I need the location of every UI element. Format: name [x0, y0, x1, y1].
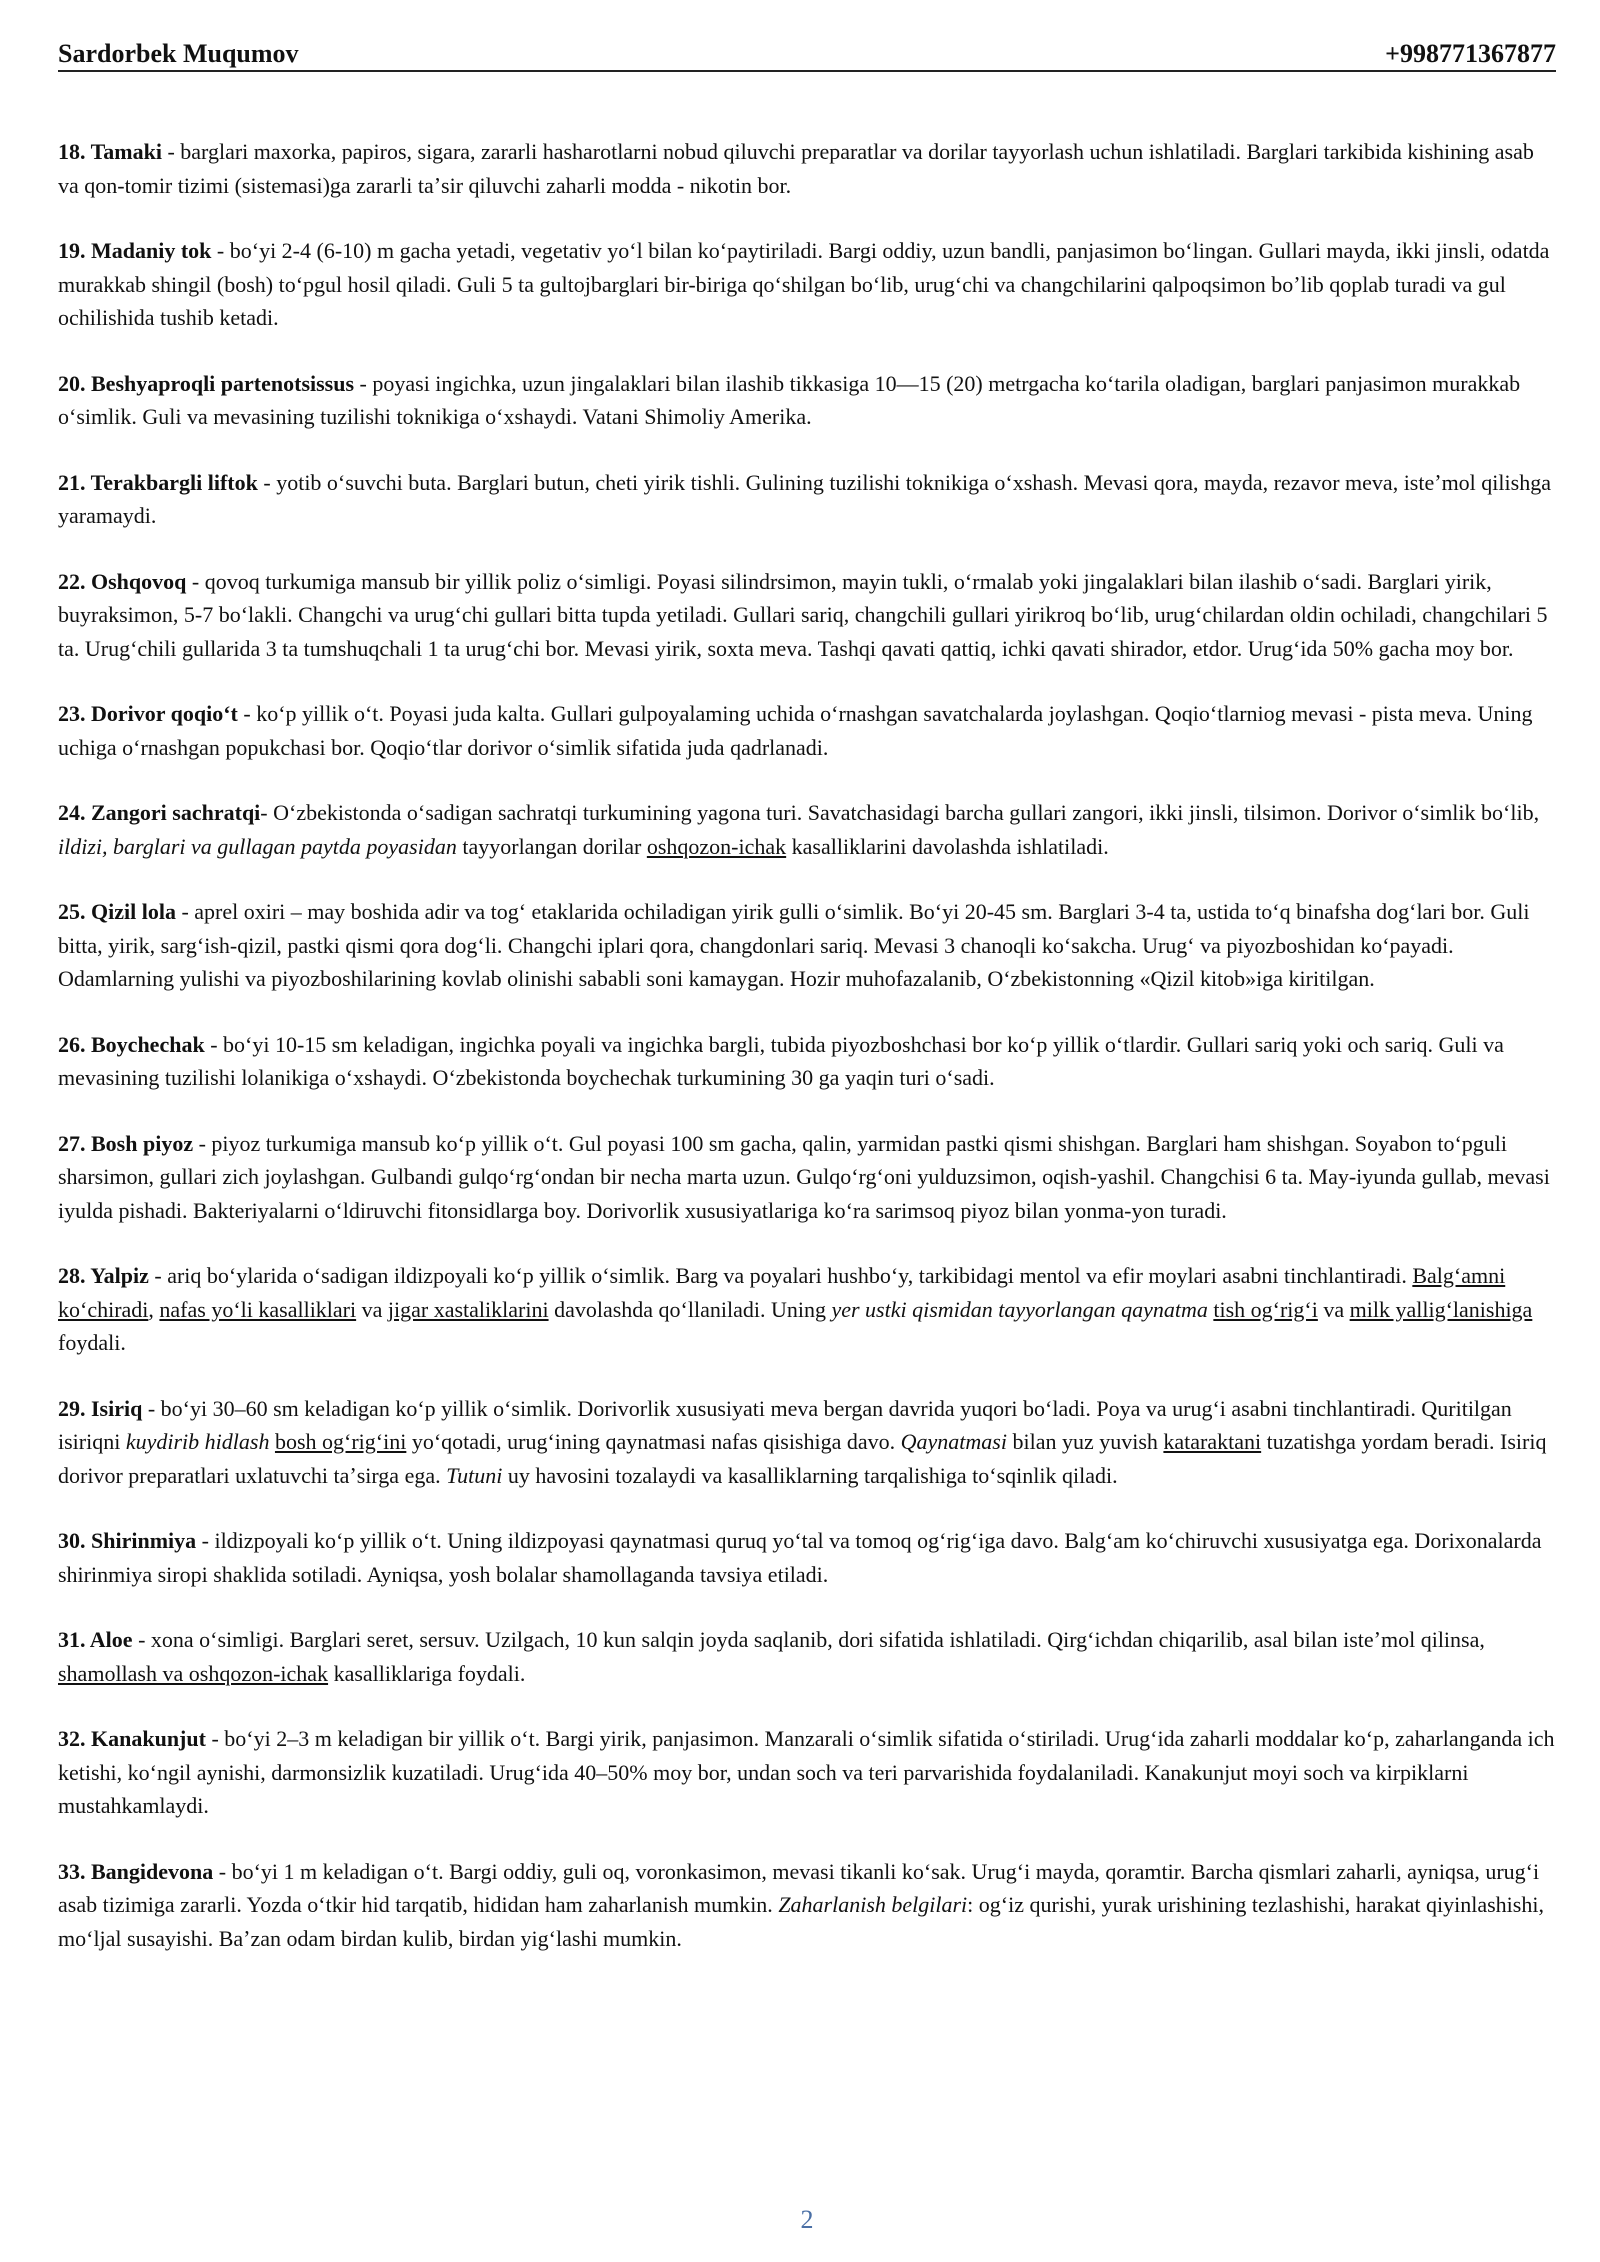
entry-heading	[58, 1263, 149, 1288]
entry-heading	[58, 701, 238, 726]
entry-number: 20.	[58, 370, 86, 396]
description-text: - xona oʻsimligi. Barglari seret, sersuv. Uzilgach, 10 kun salqin joyda saqlanib, dori sifatida ishlatiladi. Qirgʻichdan chiqarilib, asal bilan isteʼmol qilinsa,	[132, 1627, 1485, 1652]
underlined-text: Balgʻamni koʻchiradi	[58, 1263, 1506, 1322]
entry-number: 32.	[58, 1726, 86, 1751]
entry-number: 33.	[58, 1858, 86, 1884]
plant-name: Oshqovoq	[91, 568, 187, 594]
underlined-text: bosh ogʻrigʻini	[274, 1429, 407, 1454]
plant-name: Kanakunjut	[91, 1726, 206, 1751]
description-text: foydali.	[58, 1330, 126, 1355]
entry-heading	[58, 139, 162, 164]
description-text: - Oʻzbekistonda oʻsadigan sachratqi turkumining yagona turi. Savatchasidagi barcha gullari zangori, ikki jinsli, tilsimon. Dorivor oʻsimlik boʻlib,	[260, 800, 1540, 825]
entry-heading	[58, 1859, 213, 1884]
author-name: Sardorbek Muqumov	[58, 39, 299, 68]
entry-heading	[58, 1396, 142, 1421]
page-number: 2	[800, 2205, 814, 2234]
description-text: - boʻyi 10-15 sm keladigan, ingichka poyali va ingichka bargli, tubida piyozboshchasi bor koʻp yillik oʻtlardir. Gullari sariq yoki och sariq. Guli va mevasining tuzilishi lolanikiga oʻxshaydi. Oʻzbekistonda boychechak turkumining 30 ga yaqin turi oʻsadi.	[58, 1031, 1504, 1090]
entry-heading	[58, 1627, 133, 1652]
description-text: - ildizpoyali koʻp yillik oʻt. Uning ildizpoyasi qaynatmasi quruq yoʻtal va tomoq ogʻrigʻiga davo. Balgʻam koʻchiruvchi xususiyatga ega. Dorixonalarda shirinmiya siropi shaklida sotiladi. Ayniqsa, yosh bolalar shamollaganda tavsiya etiladi.	[58, 1528, 1542, 1587]
underlined-text: oshqozon-ichak	[646, 833, 787, 859]
plant-entry	[58, 1259, 1556, 1360]
description-text: - poyasi ingichka, uzun jingalaklari bilan ilashib tikkasiga 10—15 (20) metrgacha koʻtarila oladigan, barglari panjasimon murakkab oʻsimlik. Guli va mevasining tuzilishi toknikiga oʻxshaydi. Vatani Shimoliy Amerika.	[58, 370, 1521, 429]
underlined-text: kataraktani	[1163, 1429, 1262, 1454]
description-text: - aprel oxiri – may boshida adir va togʻ etaklarida ochiladigan yirik gulli oʻsimlik. Boʻyi 20-45 sm. Barglari 3-4 ta, ustida toʻq binafsha dogʻlari bor. Guli bitta, yirik, sargʻish-qizil, pastki qismi qora dogʻli. Changchi iplari qora, changdonlari sariq. Mevasi 3 chanoqli koʻsakcha. Urugʻ va piyozboshidan koʻpayadi. Odamlarning yulishi va piyozboshilarining kovlab olinishi sababli soni kamaygan. Hozir muhofazalanib, Oʻzbekistonning «Qizil kitob»iga kiritilgan.	[58, 899, 1530, 991]
description-text: - piyoz turkumiga mansub koʻp yillik oʻt. Gul poyasi 100 sm gacha, qalin, yarmidan pastki qismi shishgan. Barglari ham shishgan. Soyabon toʻpguli sharsimon, gullari zich joylashgan. Gulbandi gulqoʻrgʻondan bir necha marta uzun. Gulqoʻrgʻoni yulduzsimon, oqish-yashil. Changchisi 6 ta. May-iyunda gullab, mevasi iyulda pishadi. Bakteriyalarni oʻldiruvchi fitonsidlarga boy. Dorivorlik xususiyatlariga koʻra sarimsoq piyoz bilan yonma-yon turadi.	[58, 1130, 1550, 1223]
underlined-text: nafas yoʻli kasalliklari	[159, 1296, 357, 1322]
description-text: tuzatishga yordam beradi. Isiriq dorivor preparatlari uxlatuvchi taʼsirga ega.	[58, 1429, 1547, 1488]
description-text: - boʻyi 2–3 m keladigan bir yillik oʻt. Bargi yirik, panjasimon. Manzarali oʻsimlik sifatida oʻstiriladi. Urugʻida zaharli moddalar koʻp, zaharlanganda ich ketishi, koʻngil aynishi, darmonsizlik kuzatiladi. Urugʻida 40–50% moy bor, undan soch va teri parvarishida foydalaniladi. Kanakunjut moyi soch va kirpiklarni mustahkamlaydi.	[58, 1726, 1555, 1818]
entry-number: 26.	[58, 1031, 86, 1057]
entry-number: 30.	[58, 1528, 86, 1553]
plant-entry	[58, 1127, 1556, 1228]
entry-number: 23.	[58, 701, 86, 726]
entry-number: 25.	[58, 899, 86, 924]
entry-heading	[58, 1726, 206, 1751]
italic-text: Zaharlanish belgilari	[778, 1892, 968, 1917]
plant-entry	[58, 1722, 1556, 1823]
plant-name: Shirinmiya	[91, 1528, 197, 1553]
plant-entry	[58, 1524, 1556, 1591]
plant-entry	[58, 1623, 1556, 1690]
entry-number: 24.	[58, 800, 86, 825]
plant-name: Qizil lola	[91, 899, 176, 924]
underlined-text: shamollash va oshqozon-ichak	[58, 1660, 329, 1686]
description-text: - yotib oʻsuvchi buta. Barglari butun, cheti yirik tishli. Gulining tuzilishi toknikiga oʻxshash. Mevasi qora, mayda, rezavor meva, isteʼmol qilishga yaramaydi.	[58, 469, 1551, 528]
description-text: - barglari maxorka, papiros, sigara, zararli hasharotlarni nobud qiluvchi preparatlar va dorilar tayyorlash uchun ishlatiladi. Barglari tarkibida kishining asab va qon-tomir tizimi (sistemasi)ga zararli taʼsir qiluvchi zaharli modda - nikotin bor.	[58, 139, 1534, 198]
plant-entry	[58, 1028, 1556, 1095]
entry-heading	[58, 1131, 193, 1156]
description-text: - boʻyi 2-4 (6-10) m gacha yetadi, vegetativ yoʻl bilan koʻpaytiriladi. Bargi oddiy, uzun bandli, panjasimon boʻlingan. Gullari mayda, ikki jinsli, odatda murakkab shingil (bosh) toʻpgul hosil qiladi. Guli 5 ta gultojbarglari bir-biriga qoʻshilgan boʻlib, urugʻchi va changchilarini qalpoqsimon boʼlib qoplab turadi va gul ochilishida tushib ketadi.	[58, 238, 1550, 330]
entry-number: 21.	[58, 469, 86, 495]
description-text: kasalliklariga foydali.	[328, 1660, 526, 1686]
plant-entry	[58, 796, 1556, 863]
description-text: davolashda qoʻllaniladi. Uning	[548, 1296, 832, 1322]
description-text: : ogʻiz qurishi, yurak urishining tezlashishi, harakat qiyinlashishi, moʻljal susayishi. Baʼzan odam birdan kulib, birdan yigʻlashi mumkin.	[58, 1892, 1544, 1951]
plant-name: Bangidevona	[91, 1858, 214, 1884]
plant-entry	[58, 1392, 1556, 1493]
entry-number: 31.	[58, 1627, 86, 1652]
plant-name: Madaniy tok	[91, 238, 212, 263]
plant-entry	[58, 697, 1556, 764]
plant-entry	[58, 135, 1556, 202]
description-text: uy havosini tozalaydi va kasalliklarning tarqalishiga toʻsqinlik qiladi.	[502, 1462, 1118, 1488]
plant-name: Yalpiz	[90, 1263, 149, 1288]
description-text: ,	[148, 1296, 160, 1322]
entry-number: 22.	[58, 568, 86, 594]
description-text: - boʻyi 30–60 sm keladigan koʻp yillik oʻsimlik. Dorivorlik xususiyati meva bergan davrida yuqori boʻladi. Poya va urugʻi asabni tinchlantiradi. Quritilgan isiriqni	[58, 1395, 1512, 1454]
entry-heading	[58, 470, 258, 495]
plant-name: Aloe	[89, 1627, 133, 1652]
italic-text: kuydirib hidlash	[125, 1429, 270, 1454]
plant-name: Terakbargli liftok	[90, 469, 258, 495]
entry-number: 27.	[58, 1130, 86, 1156]
italic-text: ildizi, barglari va gullagan paytda poyasidan	[58, 833, 457, 859]
plant-name: Boychechak	[91, 1031, 205, 1057]
description-text: va	[1317, 1296, 1350, 1322]
description-text: va	[356, 1296, 388, 1322]
page-header	[58, 38, 1556, 72]
description-text: - koʻp yillik oʻt. Poyasi juda kalta. Gullari gulpoyalaming uchida oʻrnashgan savatchalarda joylashgan. Qoqioʻtlarniog mevasi - pista meva. Uning uchiga oʻrnashgan popukchasi bor. Qoqioʻtlar dorivor oʻsimlik sifatida juda qadrlanadi.	[58, 701, 1533, 760]
entry-heading	[58, 238, 211, 263]
underlined-text: tish ogʻrigʻi	[1213, 1296, 1318, 1322]
italic-text: yer ustki qismidan tayyorlangan qaynatma	[831, 1296, 1208, 1322]
description-text: - boʻyi 1 m keladigan oʻt. Bargi oddiy, guli oq, voronkasimon, mevasi tikanli koʻsak. Urugʻi mayda, qoramtir. Barcha qismlari zaharli, ayniqsa, urugʻi asab tizimiga zararli. Yozda oʻtkir hid tarqatib, hididan ham zaharlanish mumkin.	[58, 1858, 1540, 1917]
plant-entry	[58, 565, 1556, 666]
entry-number: 28.	[58, 1263, 86, 1288]
plant-name: Bosh piyoz	[91, 1130, 194, 1156]
underlined-text: jigar xastaliklarini	[387, 1296, 549, 1322]
entry-heading	[58, 371, 354, 396]
description-text: - ariq boʻylarida oʻsadigan ildizpoyali koʻp yillik oʻsimlik. Barg va poyalari hushboʻy, tarkibidagi mentol va efir moylari asabni tinchlantiradi.	[148, 1263, 1413, 1288]
entry-number: 29.	[58, 1395, 86, 1421]
plant-entry	[58, 1855, 1556, 1956]
entries-list	[58, 135, 1556, 1987]
entry-number: 18.	[58, 139, 86, 164]
description-text: tayyorlangan dorilar	[456, 833, 647, 859]
plant-name: Tamaki	[90, 139, 162, 164]
plant-name: Beshyaproqli partenotsissus	[91, 370, 355, 396]
plant-entry	[58, 367, 1556, 434]
description-text: yoʻqotadi, urugʻining qaynatmasi nafas qisishiga davo.	[406, 1429, 901, 1454]
underlined-text: milk yalligʻlanishiga	[1349, 1296, 1533, 1322]
phone-number: +998771367877	[1385, 39, 1556, 68]
plant-entry	[58, 895, 1556, 996]
plant-entry	[58, 466, 1556, 533]
italic-text: Tutuni	[446, 1462, 503, 1488]
plant-name: Isiriq	[91, 1395, 143, 1421]
entry-heading	[58, 1528, 196, 1553]
plant-entry	[58, 234, 1556, 335]
entry-heading	[58, 569, 186, 594]
entry-number: 19.	[58, 238, 86, 263]
description-text: bilan yuz yuvish	[1006, 1429, 1164, 1454]
description-text: kasalliklarini davolashda ishlatiladi.	[786, 833, 1109, 859]
italic-text: Qaynatmasi	[900, 1429, 1007, 1454]
description-text: - qovoq turkumiga mansub bir yillik poliz oʻsimligi. Poyasi silindrsimon, mayin tukli, oʻrmalab yoki jingalaklari bilan ilashib oʻsadi. Barglari yirik, buyraksimon, 5-7 boʻlakli. Changchi va urugʻchi gullari bitta tupda yetiladi. Gullari sariq, changchili gullari yirikroq boʻlib, urugʻchilardan oldin ochiladi, changchilari 5 ta. Urugʻchili gullarida 3 ta tumshuqchali 1 ta urugʻchi bor. Mevasi yirik, soxta meva. Tashqi qavati qattiq, ichki qavati shirador, etdor. Urugʻida 50% gacha moy bor.	[58, 568, 1548, 661]
entry-heading	[58, 899, 176, 924]
plant-name: Zangori sachratqi	[91, 800, 261, 825]
plant-name: Dorivor qoqioʻt	[91, 701, 238, 726]
entry-heading	[58, 1032, 205, 1057]
entry-heading	[58, 800, 260, 825]
